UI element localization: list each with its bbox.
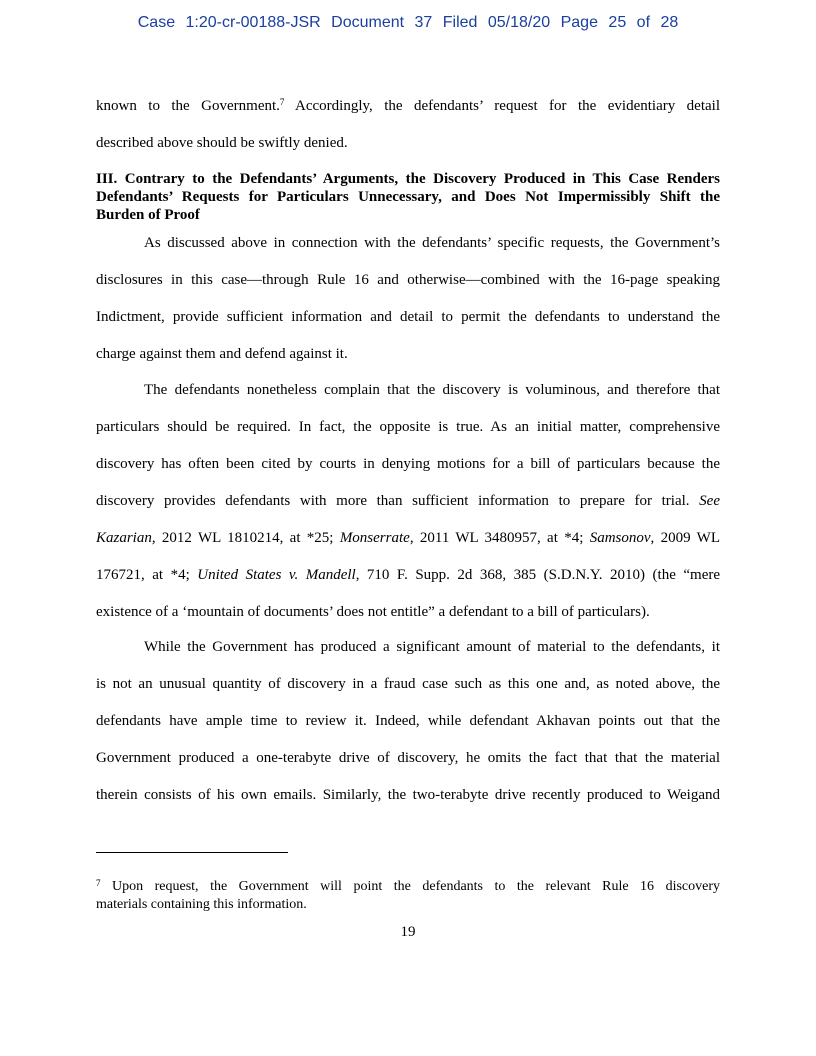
text-line: particulars should be required. In fact, the opposite is true. As an initial matter, comprehensive [96,419,720,435]
text-line: known to the Government.$^7$ Accordingly, the defendants’ request for the evidentiary detail [96,97,721,114]
section-heading [96,170,720,224]
footnote-line: materials containing this information. [96,897,307,912]
page-number: 19 [400,924,416,940]
paragraph [96,380,720,622]
text-line: 176721, at *4; United States v. Mandell, 710 F. Supp. 2d 368, 385 (S.D.N.Y. 2010) (the “mere [96,567,721,583]
footnote-line: $^7$ Upon request, the Government will point the defendants to the relevant Rule 16 discovery [96,878,720,894]
text-line: Government produced a one-terabyte drive of discovery, he omits the fact that that the material [96,750,720,766]
text-line: discovery provides defendants with more than sufficient information to prepare for trial. See [96,493,720,509]
text-line: described above should be swiftly denied. [96,135,348,151]
heading-line: Defendants’ Requests for Particulars Unnecessary, and Does Not Impermissibly Shift the [96,189,720,205]
text-line: is not an unusual quantity of discovery in a fraud case such as this one and, as noted above, the [96,676,720,692]
text-line: defendants have ample time to review it. Indeed, while defendant Akhavan points out that the [96,713,720,729]
text-line: As discussed above in connection with the defendants’ specific requests, the Government’s [144,235,720,251]
paragraph [96,233,720,364]
case-name: United States v. Mandell [197,567,356,583]
text-line: Indictment, provide sufficient information and detail to permit the defendants to understand the [96,309,720,325]
paragraph-continuation [96,96,720,116]
paragraph [96,637,720,805]
citation-signal: See [699,493,720,509]
footnote [96,878,720,914]
paragraph-continuation-end [96,133,720,153]
footnote-number: 7 [96,878,101,888]
text-line: The defendants nonetheless complain that the discovery is voluminous, and therefore that [144,382,720,398]
footnote-ref: 7 [279,97,285,107]
text-line: charge against them and defend against it. [96,346,348,362]
text-line: discovery has often been cited by courts in denying motions for a bill of particulars because the [96,456,720,472]
text-line: Kazarian, 2012 WL 1810214, at *25; Monserrate, 2011 WL 3480957, at *4; Samsonov, 2009 WL [96,530,720,546]
case-header: Case 1:20-cr-00188-JSR Document 37 Filed 05/18/20 Page 25 of 28 [137,14,679,31]
text-line: disclosures in this case—through Rule 16 and otherwise—combined with the 16-page speaking [96,272,720,288]
heading-line: III. Contrary to the Defendants’ Arguments, the Discovery Produced in This Case Renders [96,171,720,187]
text-line: therein consists of his own emails. Similarly, the two-terabyte drive recently produced to Weigand [96,787,720,803]
text-line: existence of a ‘mountain of documents’ does not entitle” a defendant to a bill of particulars). [96,604,650,620]
footnote-divider [96,852,288,853]
text-line: While the Government has produced a significant amount of material to the defendants, it [144,639,720,655]
heading-line: Burden of Proof [96,207,200,223]
